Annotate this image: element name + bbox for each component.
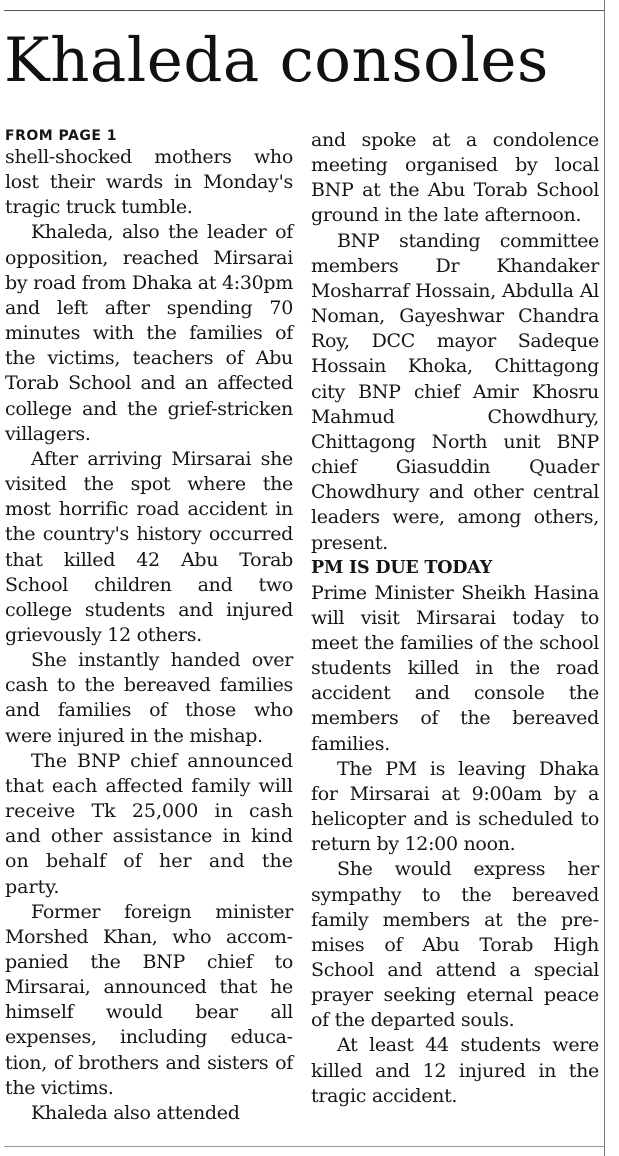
right-column-rule: [604, 0, 605, 1156]
top-rule: [4, 10, 604, 11]
bottom-rule: [4, 1146, 604, 1147]
paragraph: After arriving Mirsarai she visited the spot where the most horrific road accident in the country's history occurred that killed 42 Abu Torab School children and two college students and injured grievously 12 others.: [5, 447, 293, 646]
paragraph: Khaleda also attended: [31, 1101, 240, 1124]
paragraph: The PM is leaving Dhaka for Mirsarai at 9:00am by a helicopter and is scheduled to return by 12:00 noon.: [311, 757, 599, 856]
paragraph: BNP standing committee members Dr Khandaker Mosharraf Hossain, Abdulla Al Noman, Gayeshwar Chandra Roy, DCC mayor Sadeque Hossain Khoka, Chittagong city BNP chief Amir Khosru Mahmud Chowdhury, Chittagong North unit BNP chief Giasuddin Quader Chowdhury and other central leaders were, among others, present.: [311, 229, 599, 554]
paragraph: She would express her sympathy to the bereaved family members at the premises of Abu Torab High School and attend a special prayer seeking eternal peace of the departed souls.: [311, 858, 599, 1032]
headline: Khaleda consoles: [4, 25, 549, 96]
paragraph: Prime Minister Sheikh Hasina will visit Mirsarai today to meet the families of the school students killed in the road accident and console the members of the bereaved families.: [311, 581, 599, 755]
paragraph: Khaleda, also the leader of opposition, reached Mirsarai by road from Dhaka at 4:30pm and left after spending 70 minutes with the families of the victims, teachers of Abu Torab School and an affected college and the grief-stricken villagers.: [5, 221, 293, 445]
paragraph: Former foreign minister Morshed Khan, who accompanied the BNP chief to Mirsarai, announced that he himself would bear all expenses, including education, of brothers and sisters of the victims.: [5, 900, 293, 1099]
left-column: [5, 128, 293, 1126]
paragraph: shell-shocked mothers who lost their wards in Monday's tragic truck tumble.: [5, 146, 293, 219]
paragraph: and spoke at a condolence meeting organised by local BNP at the Abu Torab School ground in the late afternoon.: [311, 129, 599, 227]
paragraph: At least 44 students were killed and 12 injured in the tragic accident.: [311, 1034, 599, 1107]
right-column: [311, 128, 599, 1109]
kicker-from-page-1: FROM PAGE 1: [5, 128, 118, 144]
paragraph: She instantly handed over cash to the bereaved families and families of those who were injured in the mishap.: [5, 649, 293, 747]
paragraph: The BNP chief announced that each affected family will receive Tk 25,000 in cash and other assistance in kind on behalf of her and the party.: [5, 749, 293, 898]
subhead-pm-is-due-today: PM IS DUE TODAY: [311, 557, 493, 578]
